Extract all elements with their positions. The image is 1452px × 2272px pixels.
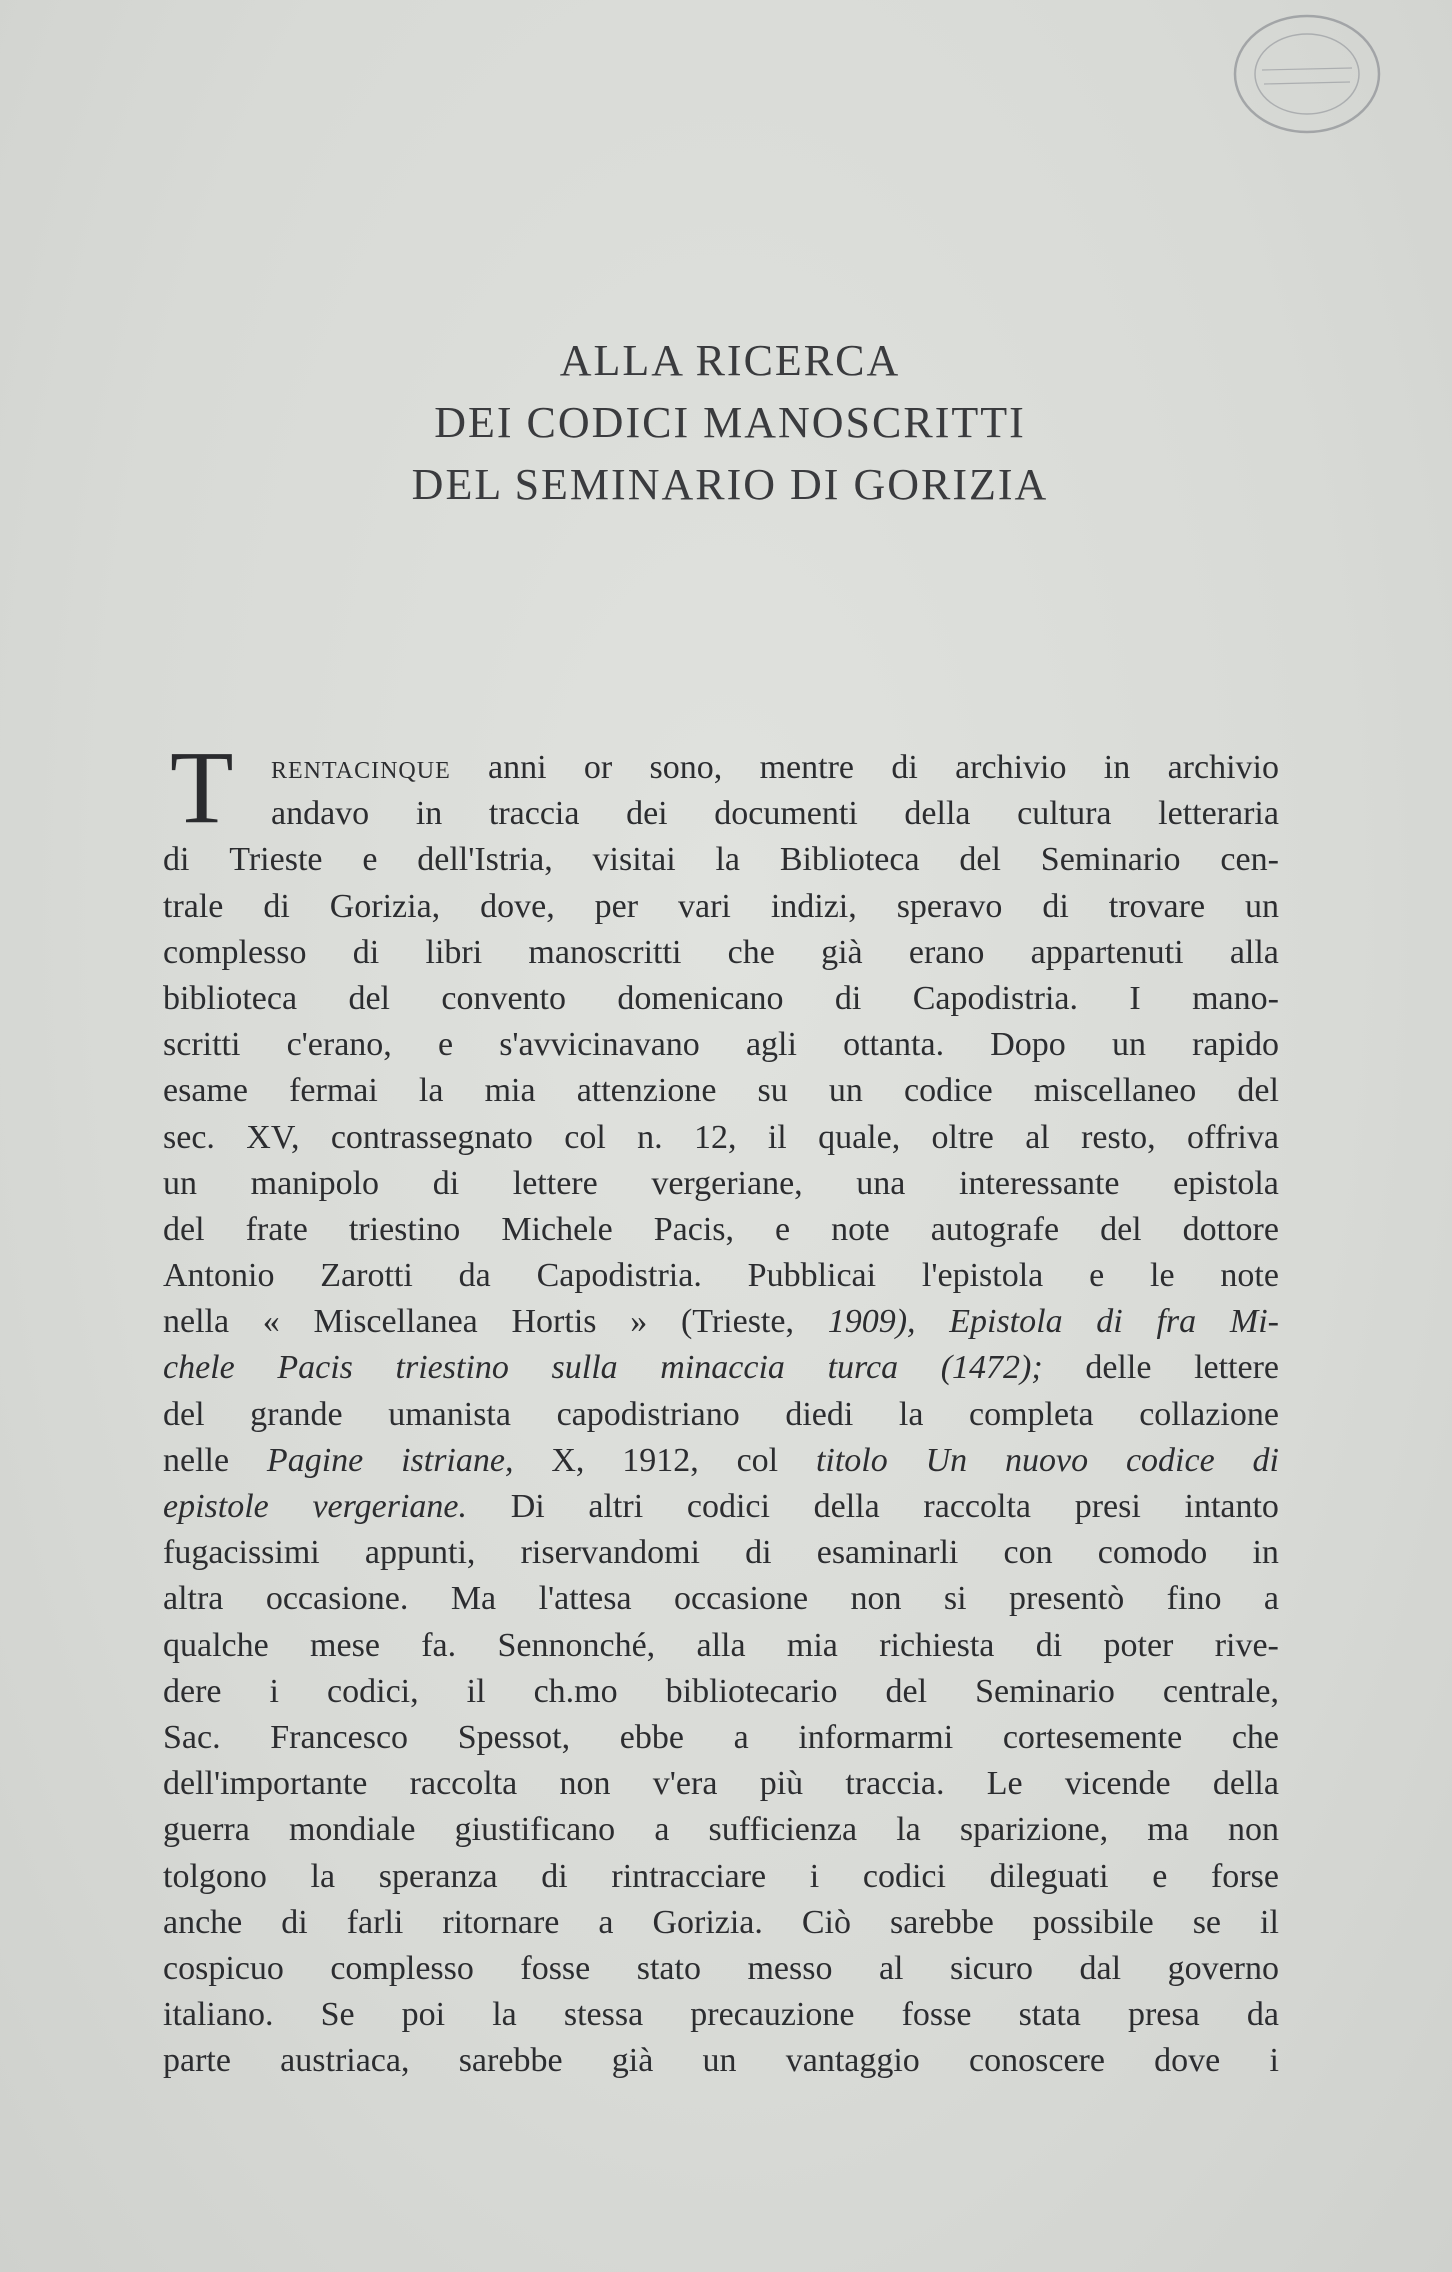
body-paragraph	[163, 745, 1279, 2084]
text-line: fugacissimi appunti, riservandomi di esaminarli con comodo in	[163, 1534, 1279, 1572]
text-line: epistole vergeriane. Di altri codici della raccolta presi intanto	[163, 1488, 1279, 1525]
text-line: biblioteca del convento domenicano di Capodistria. I mano-	[163, 979, 1279, 1017]
text-line: nella « Miscellanea Hortis » (Trieste, 1909), Epistola di fra Mi-	[163, 1303, 1279, 1341]
text-line: chele Pacis triestino sulla minaccia turca (1472); delle lettere	[163, 1349, 1279, 1387]
text-line: dere i codici, il ch.mo bibliotecario del Seminario centrale,	[163, 1672, 1279, 1710]
text-line: sec. XV, contrassegnato col n. 12, il quale, oltre al resto, offriva	[163, 1118, 1279, 1156]
text-line: del grande umanista capodistriano diedi la completa collazione	[163, 1395, 1279, 1433]
text-line: complesso di libri manoscritti che già erano appartenuti alla	[163, 933, 1279, 971]
text-line: dell'importante raccolta non v'era più traccia. Le vicende della	[163, 1765, 1279, 1803]
text-line: Sac. Francesco Spessot, ebbe a informarmi cortesemente che	[163, 1718, 1279, 1756]
text-line: cospicuo complesso fosse stato messo al sicuro dal governo	[163, 1949, 1279, 1987]
title-line-3: DEL SEMINARIO DI GORIZIA	[411, 460, 1049, 509]
text-line: parte austriaca, sarebbe già un vantaggio conoscere dove i	[163, 2042, 1279, 2080]
text-line: scritti c'erano, e s'avvicinavano agli ottanta. Dopo un rapido	[163, 1026, 1279, 1064]
text-line: nelle Pagine istriane, X, 1912, col titolo Un nuovo codice di	[163, 1441, 1279, 1479]
text-line: Antonio Zarotti da Capodistria. Pubblicai l'epistola e le note	[163, 1257, 1279, 1295]
text-line: di Trieste e dell'Istria, visitai la Biblioteca del Seminario cen-	[163, 841, 1279, 879]
title-line-1: ALLA RICERCA	[559, 336, 901, 385]
text-line: altra occasione. Ma l'attesa occasione non si presentò fino a	[163, 1580, 1279, 1618]
text-line: guerra mondiale giustificano a sufficienza la sparizione, ma non	[163, 1811, 1279, 1849]
text-line: trale di Gorizia, dove, per vari indizi, speravo di trovare un	[163, 887, 1279, 925]
text-line: del frate triestino Michele Pacis, e note autografe del dottore	[163, 1210, 1279, 1248]
text-line: un manipolo di lettere vergeriane, una interessante epistola	[163, 1164, 1279, 1202]
article-title	[300, 330, 1160, 516]
text-line: tolgono la speranza di rintracciare i codici dileguati e forse	[163, 1857, 1279, 1895]
text-line: qualche mese fa. Sennonché, alla mia richiesta di poter rive-	[163, 1626, 1279, 1664]
text-line: andavo in traccia dei documenti della cultura letteraria	[271, 795, 1279, 833]
title-line-2: DEI CODICI MANOSCRITTI	[434, 398, 1026, 447]
text-line: italiano. Se poi la stessa precauzione fosse stata presa da	[163, 1996, 1279, 2034]
text-line: rentacinque anni or sono, mentre di archivio in archivio	[271, 749, 1279, 786]
library-stamp-icon	[1228, 10, 1386, 138]
drop-cap: T	[170, 730, 234, 845]
text-line: anche di farli ritornare a Gorizia. Ciò sarebbe possibile se il	[163, 1903, 1279, 1941]
text-line: esame fermai la mia attenzione su un codice miscellaneo del	[163, 1072, 1279, 1110]
